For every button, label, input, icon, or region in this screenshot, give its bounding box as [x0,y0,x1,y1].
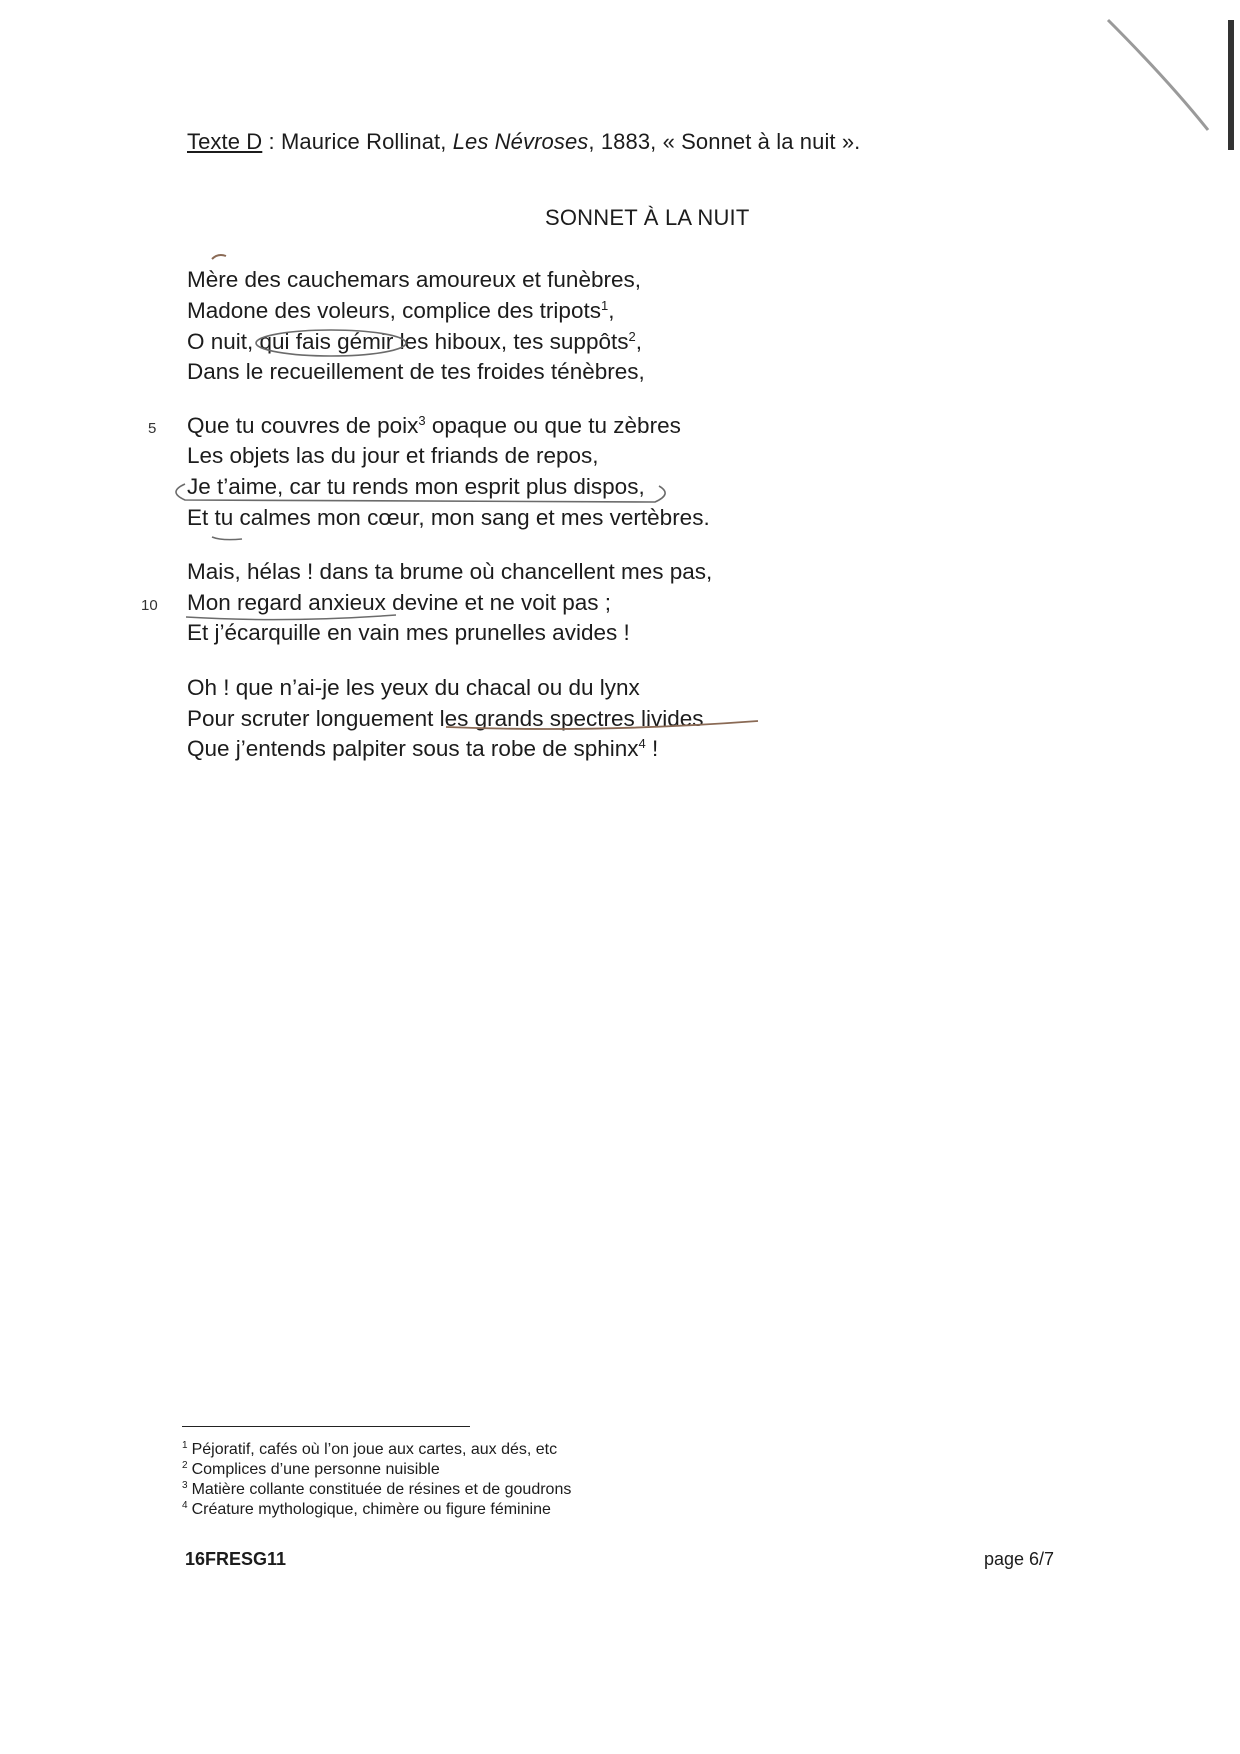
pencil-mark [176,484,665,502]
source-label: Texte D [187,129,263,154]
poem-line: Madone des voleurs, complice des tripots$^1$, [187,298,615,323]
poem-line: O nuit, qui fais gémir les hiboux, tes suppôts$^2$, [187,329,642,354]
poem-line: Mon regard anxieux devine et ne voit pas ; [187,590,612,615]
scan-shadow [1108,20,1208,130]
pencil-mark [256,330,406,356]
footnote: $^3$ Matière collante constituée de résines et de goudrons [182,1480,572,1498]
poem-line: Oh ! que n’ai-je les yeux du chacal ou du lynx [187,675,640,700]
footnote-ref: 1 [600,298,609,313]
poem-line: Que tu couvres de poix$^3$ opaque ou que tu zèbres [187,413,681,438]
footnote: $^2$ Complices d’une personne nuisible [182,1460,440,1478]
poem-title: SONNET À LA NUIT [545,205,750,230]
pencil-mark [212,537,242,540]
poem-line: Les objets las du jour et friands de repos, [187,443,599,468]
poem-line: Je t’aime, car tu rends mon esprit plus dispos, [187,474,645,499]
poem-line: Pour scruter longuement les grands spectres livides [187,706,704,731]
poem-line: Mais, hélas ! dans ta brume où chancellent mes pas, [187,559,713,584]
source-work: Les Névroses [452,129,589,154]
pencil-mark [446,721,758,729]
poem-line: Que j’entends palpiter sous ta robe de sphinx$^4$ ! [187,736,659,761]
poem-line: Et j’écarquille en vain mes prunelles avides ! [187,620,630,645]
footnote-ref: 2 [628,329,636,344]
footnote: $^4$ Créature mythologique, chimère ou figure féminine [182,1500,551,1518]
source-author: Maurice Rollinat, [280,129,453,154]
pencil-mark [212,255,226,259]
page-number: page 6/7 [984,1549,1055,1569]
poem-line: Mère des cauchemars amoureux et funèbres, [187,267,641,292]
footnote-ref: 4 [638,736,646,751]
scan-edge [1228,20,1234,150]
poem-line: Et tu calmes mon cœur, mon sang et mes vertèbres. [187,505,710,530]
poem-line: Dans le recueillement de tes froides ténèbres, [187,359,645,384]
footnote-divider [182,1426,470,1427]
footnote-ref: 3 [418,413,426,428]
source-sep: : [262,129,281,154]
footnote: $^1$ Péjoratif, cafés où l’on joue aux cartes, aux dés, etc [182,1440,558,1458]
exam-code: 16FRESG11 [185,1549,287,1569]
source-details: , 1883, « Sonnet à la nuit ». [588,129,861,154]
pencil-mark [186,615,396,620]
line-number-10: 10 [141,597,158,614]
line-number-5: 5 [148,420,157,437]
